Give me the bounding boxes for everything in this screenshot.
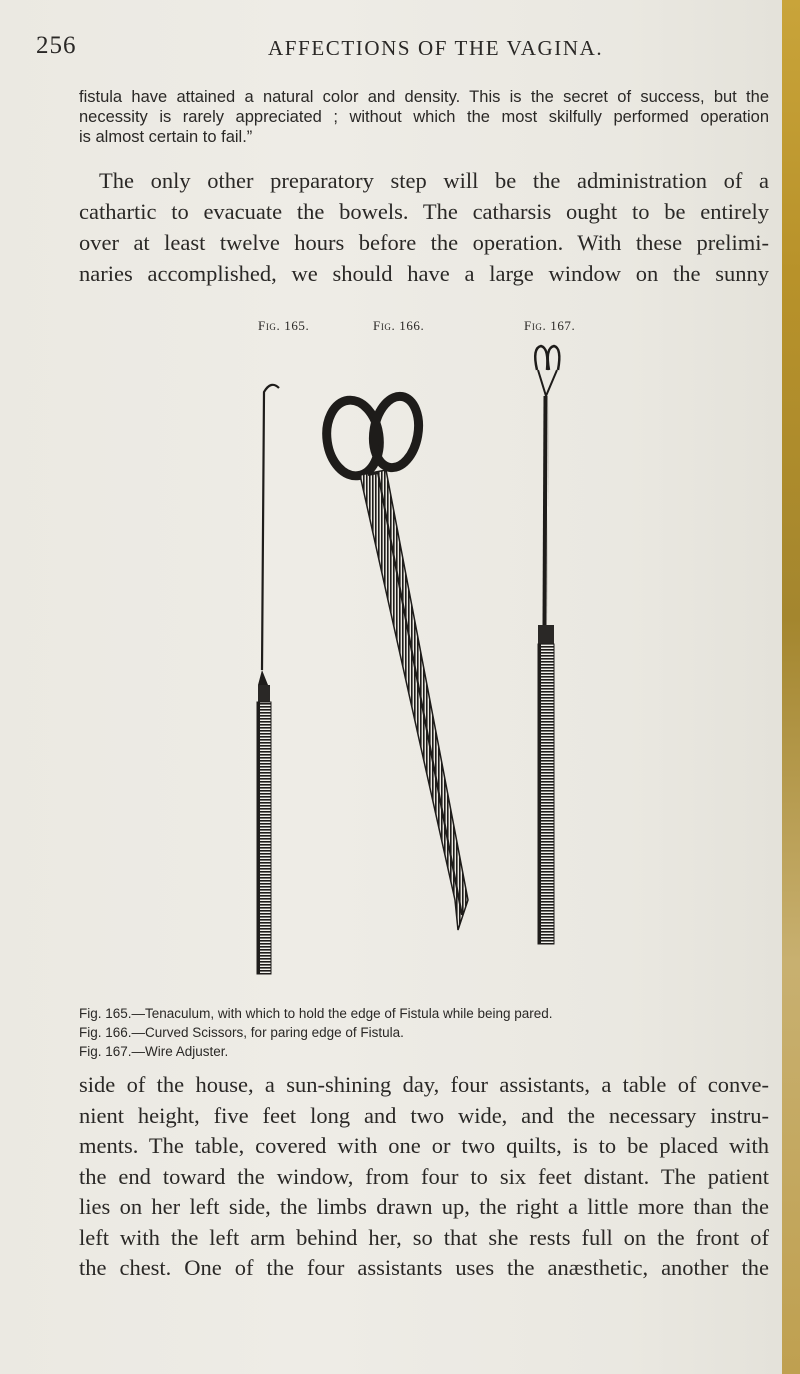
body-line: nient height, five feet long and two wide, and the necessary instru- <box>79 1102 769 1128</box>
curved-scissors-illustration <box>322 393 468 930</box>
page-header <box>0 32 782 68</box>
body-line: left with the left arm behind her, so that she rests full on the front of <box>79 1224 769 1250</box>
page-number: 256 <box>36 32 77 59</box>
body-line: naries accomplished, we should have a large window on the sunny <box>79 261 769 286</box>
quote-line: fistula have attained a natural color and density. This is the secret of success, but the <box>79 88 769 106</box>
fig-166-label: Fig. 166. <box>373 318 425 333</box>
tenaculum-illustration <box>257 385 279 974</box>
fig-167-label: Fig. 167. <box>524 318 576 333</box>
body-line: over at least twelve hours before the operation. With these prelimi- <box>79 230 769 255</box>
body-line: side of the house, a sun-shining day, four assistants, a table of conve- <box>79 1072 769 1097</box>
caption-fig-166: Fig. 166.—Curved Scissors, for paring edge of Fistula. <box>79 1025 404 1040</box>
gilt-page-edge <box>782 0 800 1374</box>
body-paragraph-top <box>79 165 769 289</box>
quote-line: necessity is rarely appreciated ; without which the most skilfully performed operation <box>79 108 769 126</box>
body-line: ments. The table, covered with one or two quilts, is to be placed with <box>79 1133 769 1158</box>
wire-adjuster-illustration <box>535 346 559 944</box>
body-line: the chest. One of the four assistants uses the anæsthetic, another the <box>79 1255 769 1280</box>
running-head: AFFECTIONS OF THE VAGINA. <box>268 36 604 60</box>
caption-fig-167: Fig. 167.—Wire Adjuster. <box>79 1044 229 1059</box>
surgical-instruments-illustration <box>240 340 600 1000</box>
fig-165-label: Fig. 165. <box>258 318 310 333</box>
body-line: the end toward the window, from four to six feet distant. The patient <box>79 1163 769 1189</box>
caption-fig-165: Fig. 165.—Tenaculum, with which to hold the edge of Fistula while being pared. <box>79 1006 553 1021</box>
body-paragraph-bottom <box>79 1070 769 1284</box>
body-line: cathartic to evacuate the bowels. The catharsis ought to be entirely <box>79 199 769 224</box>
quoted-passage <box>79 87 769 147</box>
body-line: The only other preparatory step will be the administration of a <box>99 168 769 193</box>
figure-captions <box>79 1004 729 1061</box>
body-line: lies on her left side, the limbs drawn up, the right a little more than the <box>79 1194 769 1219</box>
quote-line: is almost certain to fail.” <box>79 128 253 146</box>
